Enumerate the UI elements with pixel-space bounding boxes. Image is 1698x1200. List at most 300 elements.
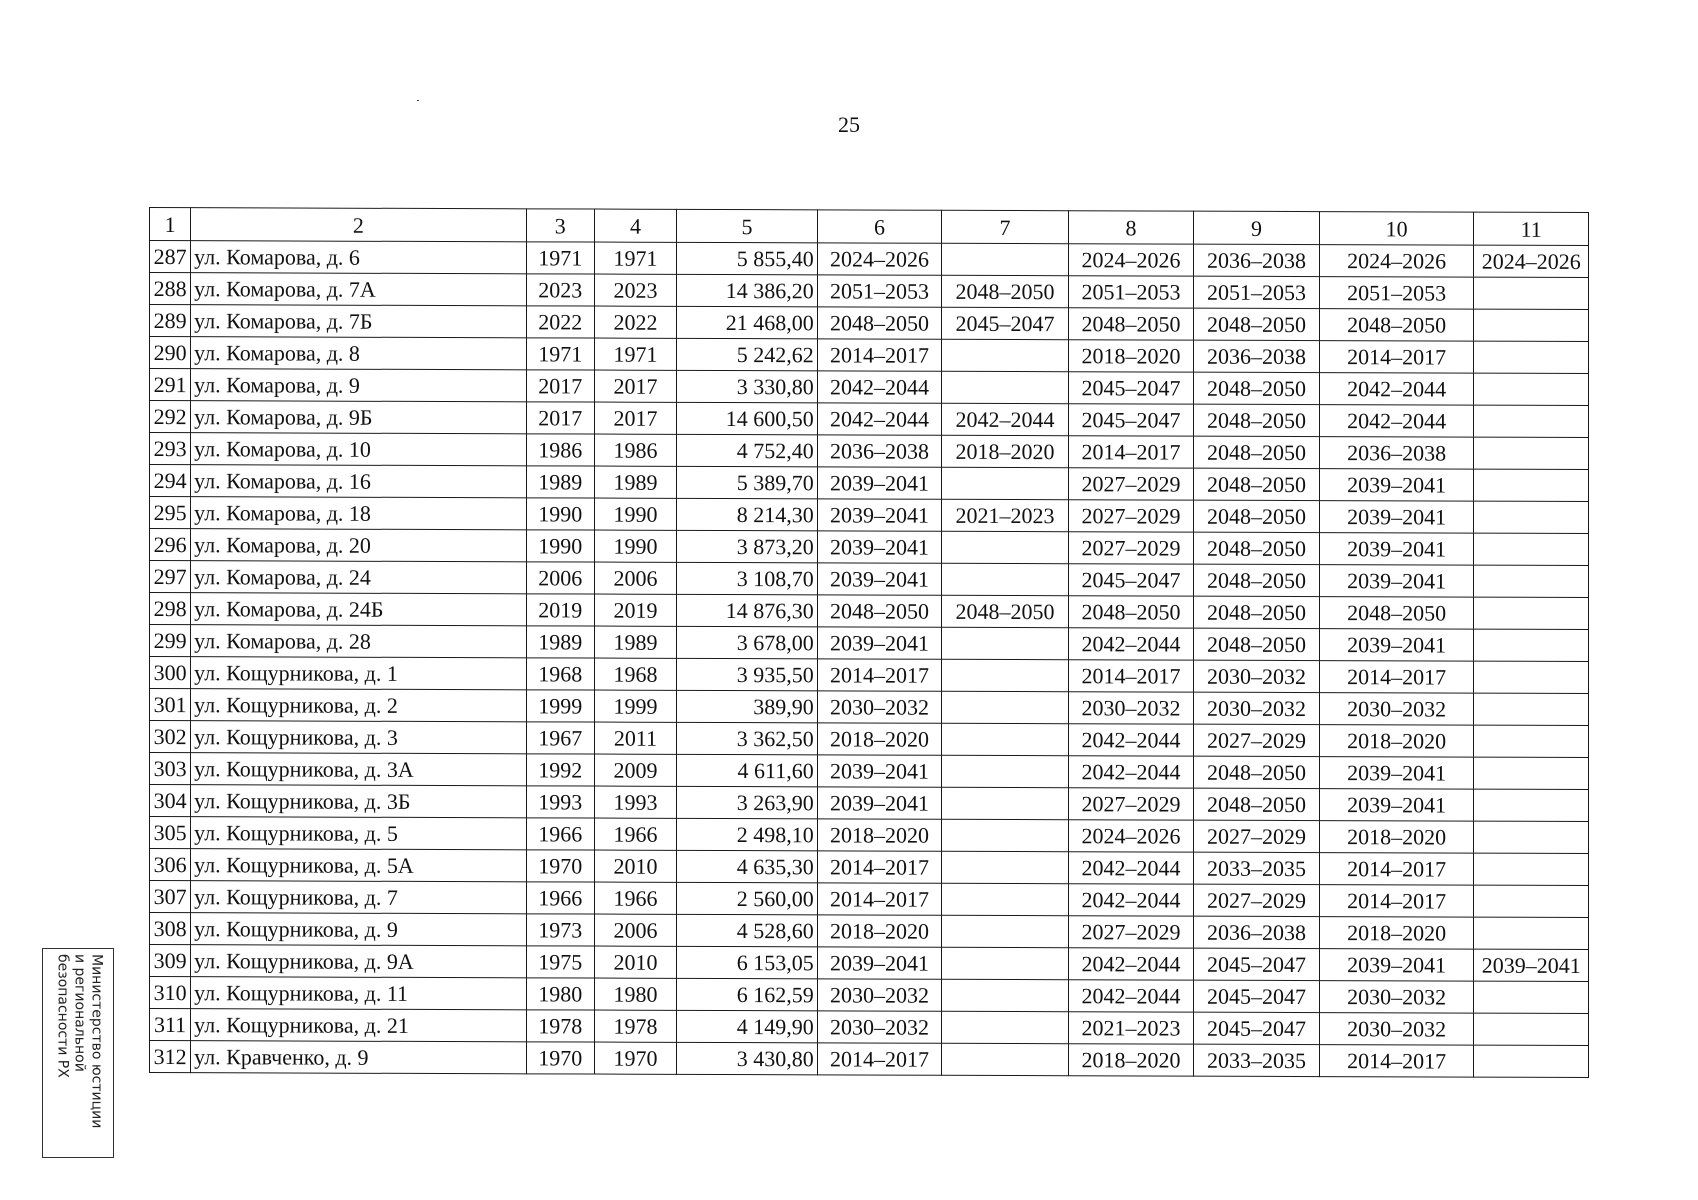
period-cell: 2030–2032 [817,691,942,723]
table-row [150,753,1589,790]
period-cell: 2039–2041 [1319,469,1474,502]
built-year-cell: 1973 [526,914,594,946]
table-row [150,561,1589,598]
address-cell: ул. Кощурникова, д. 21 [191,1009,526,1042]
period-cell [942,1011,1069,1043]
area-cell: 4 635,30 [677,850,818,882]
built-year-cell: 2022 [526,306,594,338]
period-cell: 2014–2017 [1319,1045,1474,1078]
area-cell: 3 330,80 [677,370,818,402]
reconstruction-year-cell: 1978 [594,1010,676,1042]
built-year-cell: 1970 [526,1042,594,1074]
address-cell: ул. Кощурникова, д. 11 [191,977,526,1010]
area-cell: 3 263,90 [677,786,818,818]
table-row [150,369,1589,406]
area-cell: 4 752,40 [677,434,818,466]
period-cell: 2030–2032 [1068,692,1194,724]
period-cell: 2048–2050 [1194,564,1320,596]
row-number-cell: 292 [150,401,191,433]
col-header: 1 [150,208,191,241]
period-cell [1474,981,1589,1013]
period-cell [942,563,1069,595]
area-cell: 2 498,10 [677,818,818,850]
period-cell: 2048–2050 [1194,532,1320,564]
period-cell: 2039–2041 [1474,949,1589,981]
period-cell: 2036–2038 [1319,437,1474,470]
period-cell: 2024–2026 [817,243,942,275]
area-cell: 6 153,05 [677,946,818,978]
col-header: 5 [677,209,818,242]
row-number-cell: 303 [150,753,191,785]
built-year-cell: 1971 [526,242,594,274]
address-cell: ул. Комарова, д. 6 [191,241,526,274]
period-cell: 2042–2044 [1068,756,1194,788]
period-cell [942,851,1069,883]
built-year-cell: 1990 [526,498,594,530]
period-cell: 2039–2041 [1319,565,1474,598]
reconstruction-year-cell: 2022 [594,306,676,338]
reconstruction-year-cell: 2006 [594,562,676,594]
address-cell: ул. Кощурникова, д. 9А [191,945,526,978]
period-cell [1474,565,1589,597]
period-cell: 2039–2041 [817,627,942,659]
period-cell [1474,597,1589,629]
period-cell: 2030–2032 [1319,693,1474,726]
col-header: 8 [1068,211,1194,244]
period-cell: 2024–2026 [1319,245,1474,278]
period-cell: 2030–2032 [817,979,942,1011]
address-cell: ул. Комарова, д. 24Б [191,593,526,626]
row-number-cell: 289 [150,305,191,337]
reconstruction-year-cell: 1993 [594,786,676,818]
built-year-cell: 2023 [526,274,594,306]
reconstruction-year-cell: 2006 [594,914,676,946]
address-cell: ул. Комарова, д. 7А [191,273,526,306]
period-cell: 2039–2041 [817,755,942,787]
period-cell: 2039–2041 [817,531,942,563]
period-cell: 2018–2020 [817,723,942,755]
period-cell: 2014–2017 [1319,661,1474,694]
period-cell [1474,693,1589,725]
reconstruction-year-cell: 1966 [594,882,676,914]
period-cell [1474,1013,1589,1045]
row-number-cell: 300 [150,657,191,689]
table-row [150,977,1589,1014]
address-cell: ул. Комарова, д. 18 [191,497,526,530]
built-year-cell: 1986 [526,434,594,466]
built-year-cell: 1978 [526,1010,594,1042]
period-cell: 2039–2041 [1319,789,1474,822]
period-cell: 2039–2041 [1319,501,1474,534]
period-cell: 2048–2050 [1194,308,1320,340]
period-cell: 2033–2035 [1194,1044,1320,1076]
period-cell [1474,405,1589,437]
table-row [150,273,1589,310]
period-cell: 2039–2041 [1319,533,1474,566]
area-cell: 2 560,00 [677,882,818,914]
table-row [150,433,1589,470]
table-row [150,1009,1589,1046]
built-year-cell: 1993 [526,786,594,818]
period-cell [1474,885,1589,917]
table-row [150,817,1589,854]
period-cell: 2030–2032 [1194,660,1320,692]
table-row [150,689,1589,726]
period-cell: 2018–2020 [1068,1044,1194,1076]
built-year-cell: 2006 [526,562,594,594]
built-year-cell: 1967 [526,722,594,754]
area-cell: 14 600,50 [677,402,818,434]
built-year-cell: 1999 [526,690,594,722]
area-cell: 6 162,59 [677,978,818,1010]
built-year-cell: 2019 [526,594,594,626]
row-number-cell: 312 [150,1041,191,1073]
table-row [150,465,1589,502]
address-cell: ул. Комарова, д. 8 [191,337,526,370]
area-cell: 3 678,00 [677,626,818,658]
period-cell: 2048–2050 [1319,597,1474,630]
period-cell: 2030–2032 [1319,981,1474,1014]
period-cell: 2039–2041 [817,467,942,499]
row-number-cell: 293 [150,433,191,465]
period-cell [1474,821,1589,853]
row-number-cell: 311 [150,1009,191,1041]
period-cell: 2048–2050 [1319,309,1474,342]
table-row [150,401,1589,438]
period-cell [1474,373,1589,405]
row-number-cell: 291 [150,369,191,401]
row-number-cell: 294 [150,465,191,497]
address-cell: ул. Комарова, д. 7Б [191,305,526,338]
col-header: 11 [1474,212,1589,245]
period-cell [942,371,1069,403]
period-cell [942,339,1069,371]
period-cell [942,659,1069,691]
period-cell [942,467,1069,499]
period-cell: 2048–2050 [942,275,1069,307]
address-cell: ул. Кравченко, д. 9 [191,1041,526,1074]
period-cell: 2014–2017 [1068,660,1194,692]
table-body [150,241,1589,1078]
reconstruction-year-cell: 2019 [594,594,676,626]
period-cell: 2014–2017 [817,883,942,915]
period-cell: 2045–2047 [1194,948,1320,980]
reconstruction-year-cell: 1970 [594,1042,676,1074]
address-cell: ул. Комарова, д. 28 [191,625,526,658]
area-cell: 389,90 [677,690,818,722]
reconstruction-year-cell: 2011 [594,722,676,754]
period-cell: 2039–2041 [1319,629,1474,662]
reconstruction-year-cell: 1999 [594,690,676,722]
stamp-line: и региональной [71,954,88,1072]
area-cell: 3 108,70 [677,562,818,594]
period-cell: 2048–2050 [1068,308,1194,340]
period-cell: 2048–2050 [1194,596,1320,628]
reconstruction-year-cell: 1971 [594,338,676,370]
period-cell: 2048–2050 [1194,372,1320,404]
period-cell: 2042–2044 [1068,884,1194,916]
table-row [150,241,1589,278]
period-cell [1474,1045,1589,1077]
row-number-cell: 310 [150,977,191,1009]
table-row [150,337,1589,374]
col-header: 9 [1194,211,1320,244]
period-cell: 2045–2047 [1068,372,1194,404]
period-cell: 2045–2047 [1194,980,1320,1012]
period-cell: 2048–2050 [1194,756,1320,788]
period-cell: 2018–2020 [1068,340,1194,372]
period-cell [1474,853,1589,885]
period-cell [942,531,1069,563]
table-row [150,1041,1589,1078]
period-cell: 2048–2050 [1068,596,1194,628]
period-cell [942,947,1069,979]
period-cell [942,883,1069,915]
col-header: 7 [942,210,1069,243]
row-number-cell: 297 [150,561,191,593]
col-header: 4 [594,209,676,242]
header-row [150,208,1589,246]
row-number-cell: 288 [150,273,191,305]
period-cell: 2045–2047 [1194,1012,1320,1044]
table-row [150,593,1589,630]
built-year-cell: 1989 [526,466,594,498]
table-row [150,497,1589,534]
period-cell: 2027–2029 [1068,916,1194,948]
period-cell: 2042–2044 [1319,373,1474,406]
address-cell: ул. Кощурникова, д. 3А [191,753,526,786]
period-cell: 2027–2029 [1068,788,1194,820]
period-cell [1474,629,1589,661]
reconstruction-year-cell: 1989 [594,626,676,658]
period-cell: 2042–2044 [1068,980,1194,1012]
period-cell [942,243,1069,275]
reconstruction-year-cell: 2009 [594,754,676,786]
period-cell: 2027–2029 [1068,468,1194,500]
period-cell [942,979,1069,1011]
period-cell: 2033–2035 [1194,852,1320,884]
built-year-cell: 1992 [526,754,594,786]
col-header: 2 [191,208,526,242]
built-year-cell: 1990 [526,530,594,562]
period-cell: 2051–2053 [1194,276,1320,308]
period-cell: 2051–2053 [1319,277,1474,310]
reconstruction-year-cell: 1971 [594,242,676,274]
period-cell: 2024–2026 [1068,820,1194,852]
reconstruction-year-cell: 2023 [594,274,676,306]
period-cell [1474,277,1589,309]
period-cell: 2018–2020 [817,819,942,851]
period-cell: 2042–2044 [1068,948,1194,980]
period-cell: 2048–2050 [1194,628,1320,660]
table-row [150,785,1589,822]
period-cell: 2027–2029 [1068,532,1194,564]
reconstruction-year-cell: 1980 [594,978,676,1010]
period-cell: 2014–2017 [817,1043,942,1075]
reconstruction-year-cell: 1986 [594,434,676,466]
built-year-cell: 1975 [526,946,594,978]
address-cell: ул. Кощурникова, д. 2 [191,689,526,722]
table-row [150,913,1589,950]
period-cell: 2036–2038 [1194,916,1320,948]
period-cell: 2048–2050 [942,595,1069,627]
period-cell: 2030–2032 [817,1011,942,1043]
stamp-text [54,954,105,1154]
area-cell: 4 611,60 [677,754,818,786]
period-cell: 2048–2050 [1194,788,1320,820]
reconstruction-year-cell: 2017 [594,370,676,402]
period-cell: 2027–2029 [1068,500,1194,532]
page-number: 25 [838,112,860,137]
row-number-cell: 309 [150,945,191,977]
period-cell [1474,789,1589,821]
period-cell: 2021–2023 [942,499,1069,531]
period-cell: 2027–2029 [1194,884,1320,916]
col-header: 6 [817,210,942,243]
period-cell: 2048–2050 [1194,404,1320,436]
area-cell: 5 242,62 [677,338,818,370]
period-cell: 2014–2017 [817,659,942,691]
period-cell [1474,725,1589,757]
period-cell: 2042–2044 [817,403,942,435]
address-cell: ул. Кощурникова, д. 3Б [191,785,526,818]
reconstruction-year-cell: 1990 [594,498,676,530]
period-cell: 2042–2044 [1068,628,1194,660]
area-cell: 14 876,30 [677,594,818,626]
address-cell: ул. Кощурникова, д. 7 [191,881,526,914]
period-cell [1474,917,1589,949]
row-number-cell: 295 [150,497,191,529]
period-cell: 2045–2047 [1068,564,1194,596]
period-cell: 2039–2041 [817,947,942,979]
reconstruction-year-cell: 1989 [594,466,676,498]
reconstruction-year-cell: 2010 [594,850,676,882]
period-cell: 2039–2041 [1319,757,1474,790]
row-number-cell: 287 [150,241,191,273]
period-cell: 2014–2017 [1319,885,1474,918]
period-cell: 2045–2047 [942,307,1069,339]
period-cell: 2018–2020 [942,435,1069,467]
period-cell [1474,661,1589,693]
period-cell: 2018–2020 [1319,821,1474,854]
period-cell: 2048–2050 [1194,468,1320,500]
built-year-cell: 1980 [526,978,594,1010]
period-cell: 2036–2038 [1194,340,1320,372]
scan-mark [417,100,419,101]
reconstruction-year-cell: 1968 [594,658,676,690]
built-year-cell: 2017 [526,370,594,402]
built-year-cell: 1966 [526,818,594,850]
table-row [150,529,1589,566]
col-header: 10 [1319,212,1474,246]
address-cell: ул. Комарова, д. 9Б [191,401,526,434]
area-cell: 8 214,30 [677,498,818,530]
row-number-cell: 302 [150,721,191,753]
period-cell: 2042–2044 [817,371,942,403]
period-cell [1474,437,1589,469]
period-cell [1474,469,1589,501]
period-cell: 2014–2017 [817,851,942,883]
table-row [150,721,1589,758]
period-cell [942,1043,1069,1075]
area-cell: 3 873,20 [677,530,818,562]
address-cell: ул. Кощурникова, д. 3 [191,721,526,754]
built-year-cell: 2017 [526,402,594,434]
area-cell: 3 362,50 [677,722,818,754]
address-cell: ул. Кощурникова, д. 5 [191,817,526,850]
row-number-cell: 301 [150,689,191,721]
period-cell: 2048–2050 [1194,436,1320,468]
area-cell: 3 935,50 [677,658,818,690]
period-cell: 2018–2020 [1319,725,1474,758]
built-year-cell: 1970 [526,850,594,882]
table-row [150,625,1589,662]
area-cell: 21 468,00 [677,306,818,338]
period-cell: 2018–2020 [817,915,942,947]
built-year-cell: 1968 [526,658,594,690]
table-row [150,849,1589,886]
period-cell: 2042–2044 [1068,852,1194,884]
area-cell: 5 389,70 [677,466,818,498]
area-cell: 14 386,20 [677,274,818,306]
period-cell: 2042–2044 [942,403,1069,435]
period-cell: 2027–2029 [1194,820,1320,852]
row-number-cell: 307 [150,881,191,913]
address-cell: ул. Кощурникова, д. 1 [191,657,526,690]
period-cell [1474,757,1589,789]
period-cell: 2030–2032 [1319,1013,1474,1046]
area-cell: 5 855,40 [677,242,818,274]
address-cell: ул. Комарова, д. 16 [191,465,526,498]
address-cell: ул. Кощурникова, д. 9 [191,913,526,946]
period-cell: 2024–2026 [1068,244,1194,276]
address-cell: ул. Комарова, д. 10 [191,433,526,466]
period-cell: 2048–2050 [1194,500,1320,532]
built-year-cell: 1989 [526,626,594,658]
registration-stamp [42,948,114,1158]
period-cell: 2048–2050 [817,595,942,627]
address-cell: ул. Комарова, д. 24 [191,561,526,594]
area-cell: 4 149,90 [677,1010,818,1042]
period-cell [942,787,1069,819]
area-cell: 4 528,60 [677,914,818,946]
period-cell: 2045–2047 [1068,404,1194,436]
period-cell: 2027–2029 [1194,724,1320,756]
stamp-line: безопасности РХ [54,954,71,1078]
period-cell: 2036–2038 [817,435,942,467]
col-header: 3 [526,209,594,242]
period-cell [1474,341,1589,373]
table-row [150,945,1589,982]
row-number-cell: 290 [150,337,191,369]
period-cell [1474,533,1589,565]
period-cell [1474,501,1589,533]
period-cell [1474,309,1589,341]
period-cell [942,627,1069,659]
address-cell: ул. Кощурникова, д. 5А [191,849,526,882]
period-cell: 2014–2017 [1068,436,1194,468]
reconstruction-year-cell: 1966 [594,818,676,850]
reconstruction-year-cell: 2017 [594,402,676,434]
period-cell: 2018–2020 [1319,917,1474,950]
area-cell: 3 430,80 [677,1042,818,1074]
row-number-cell: 299 [150,625,191,657]
period-cell: 2039–2041 [817,787,942,819]
built-year-cell: 1966 [526,882,594,914]
row-number-cell: 308 [150,913,191,945]
period-cell: 2039–2041 [817,499,942,531]
period-cell [942,723,1069,755]
